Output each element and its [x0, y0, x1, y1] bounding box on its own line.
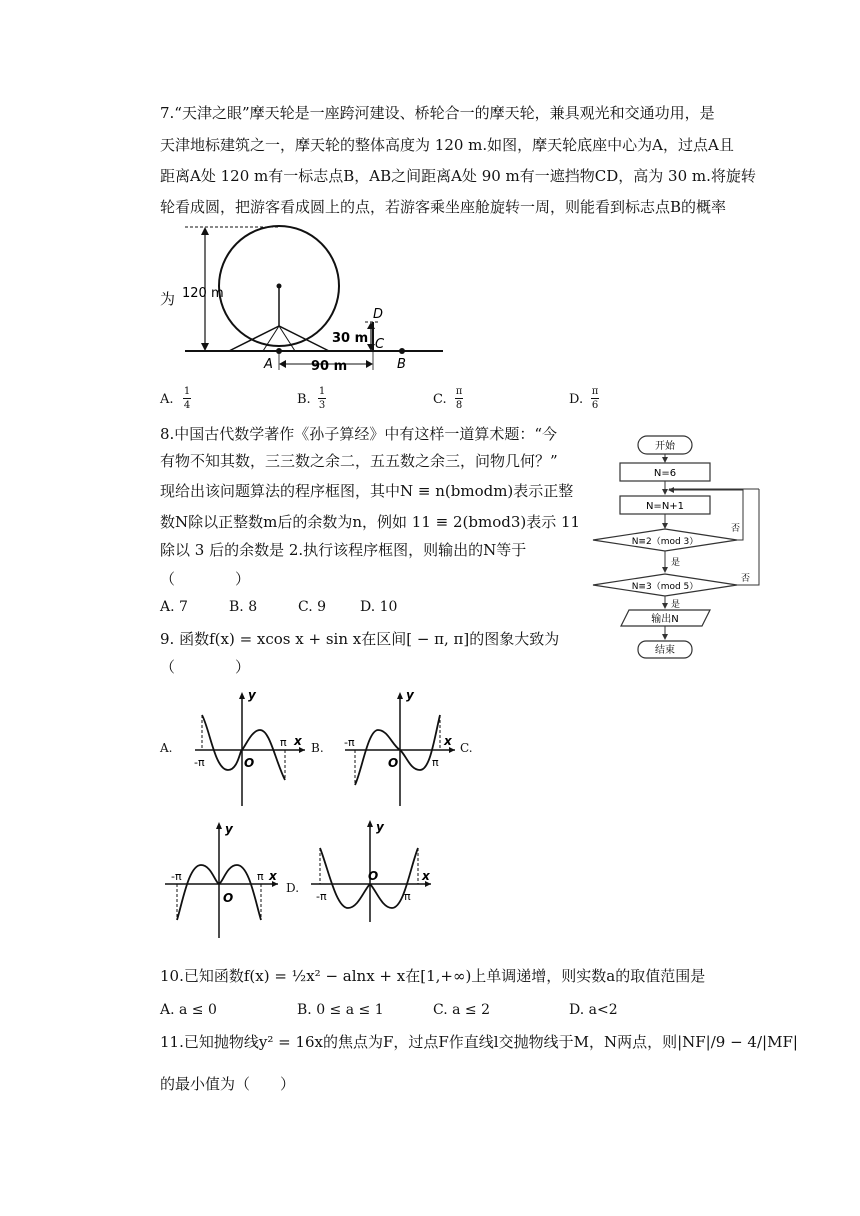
obstacle-label: 30 m [332, 331, 369, 346]
q7-option-a-frac: 1 4 [183, 386, 191, 411]
flowchart [583, 430, 773, 662]
ferris-wheel-figure [175, 222, 445, 372]
q7-line-1: 7.“天津之眼”摩天轮是一座跨河建设、桥轮合一的摩天轮，兼具观光和交通功用，是 [160, 104, 715, 122]
q9-line-1: 9. 函数f(x) = xcos x + sin x在区间[ − π, π]的图象大致为 [160, 630, 560, 648]
q7-option-c-letter[interactable]: C. [433, 392, 447, 407]
q7-option-c-frac: π 8 [455, 386, 463, 411]
q9-graph-b [330, 690, 460, 808]
start-label: 开始 [655, 441, 675, 452]
point-a-dot [276, 348, 282, 354]
q7-option-d-frac: π 6 [591, 386, 599, 411]
svg-text:-π: -π [171, 870, 182, 883]
loop-2 [737, 489, 759, 585]
svg-text:x: x [444, 734, 452, 748]
svg-text:O: O [388, 756, 399, 770]
q10-option-d[interactable]: D. a<2 [569, 1002, 618, 1018]
q7-option-a-letter[interactable]: A. [160, 392, 174, 407]
q8-line-3: 现给出该问题算法的程序框图，其中N ≡ n(bmodm)表示正整 [160, 482, 574, 500]
q9-graph-c [163, 820, 283, 940]
svg-text:y: y [225, 822, 233, 836]
height-label: 120 m [182, 286, 224, 301]
svg-text:-π: -π [316, 890, 327, 903]
q9-option-b-label[interactable]: B. [311, 741, 324, 755]
svg-text:π: π [432, 756, 439, 769]
q9-option-d-label[interactable]: D. [286, 881, 300, 895]
q9-option-a-label[interactable]: A. [160, 741, 173, 755]
distance-label: 90 m [311, 359, 348, 372]
svg-text:y: y [376, 820, 384, 834]
point-d-label: D [373, 307, 384, 322]
wheel-base [229, 326, 329, 351]
step-label: N=N+1 [645, 501, 685, 512]
init-label: N=6 [653, 468, 677, 479]
svg-text:π: π [257, 870, 264, 883]
q8-option-c[interactable]: C. 9 [298, 599, 327, 615]
svg-text:-π: -π [344, 736, 355, 749]
q11-text-2: 的最小值为（ ） [160, 1075, 296, 1093]
point-b-label: B [397, 357, 406, 372]
output-label: 输出N [651, 614, 679, 625]
svg-text:O: O [368, 869, 379, 883]
q10-option-c[interactable]: C. a ≤ 2 [433, 1002, 490, 1018]
svg-text:π: π [404, 890, 411, 903]
cond2-label: N≡3（mod 5） [631, 582, 699, 592]
q10-text: 10.已知函数f(x) = ½x² − alnx + x在[1,+∞)上单调递增，则实数a的取值范围是 [160, 967, 706, 985]
q7-option-b-letter[interactable]: B. [297, 392, 311, 407]
q7-option-d-letter[interactable]: D. [569, 392, 584, 407]
svg-text:O: O [244, 756, 255, 770]
no-label-1: 否 [731, 524, 741, 534]
q8-option-a[interactable]: A. 7 [160, 599, 188, 615]
q8-line-2: 有物不知其数，三三数之余二，五五数之余三，问物几何？” [160, 452, 558, 470]
q8-line-4: 数N除以正整数m后的余数为n，例如 11 ≡ 2(bmod3)表示 11 [160, 513, 581, 531]
svg-text:x: x [294, 734, 302, 748]
q8-line-6: （ ） [160, 570, 251, 588]
q7-option-b-frac: 1 3 [318, 386, 326, 411]
yes-label-2: 是 [671, 600, 681, 610]
q7-line-3: 距离A处 120 m有一标志点B，AB之间距离A处 90 m有一遮挡物CD，高为 30 m.将旋转 [160, 167, 756, 185]
cond1-label: N≡2（mod 3） [631, 537, 699, 547]
q9-line-2: （ ） [160, 658, 251, 676]
q9-option-c-label[interactable]: C. [460, 741, 473, 755]
no-label-2: 否 [741, 574, 751, 584]
point-a-label: A [264, 357, 273, 372]
point-b-dot [399, 348, 405, 354]
q10-option-a[interactable]: A. a ≤ 0 [160, 1002, 217, 1018]
q7-lead: 为 [160, 290, 176, 308]
yes-label-1: 是 [671, 558, 681, 568]
q8-line-1: 8.中国古代数学著作《孙子算经》中有这样一道算术题：“今 [160, 425, 557, 443]
q9-graph-a [180, 690, 310, 808]
svg-text:y: y [248, 690, 256, 702]
point-c-label: C [375, 337, 385, 352]
q8-option-d[interactable]: D. 10 [360, 599, 398, 615]
svg-text:-π: -π [194, 756, 205, 769]
q9-graph-d [306, 818, 436, 923]
svg-text:x: x [422, 869, 430, 883]
svg-text:π: π [280, 736, 287, 749]
end-label: 结束 [655, 645, 675, 656]
q11-text: 11.已知抛物线y² = 16x的焦点为F，过点F作直线l交抛物线于M，N两点，则|NF|/9 − 4/|MF| [160, 1033, 798, 1051]
svg-text:x: x [269, 869, 277, 883]
q8-line-5: 除以 3 后的余数是 2.执行该程序框图，则输出的N等于 [160, 541, 527, 559]
q7-line-4: 轮看成圆，把游客看成圆上的点，若游客乘坐座舱旋转一周，则能看到标志点B的概率 [160, 198, 727, 216]
svg-text:O: O [223, 891, 234, 905]
q8-option-b[interactable]: B. 8 [229, 599, 258, 615]
q7-line-2: 天津地标建筑之一，摩天轮的整体高度为 120 m.如图，摩天轮底座中心为A，过点A且 [160, 136, 734, 154]
svg-text:y: y [406, 690, 414, 702]
q10-option-b[interactable]: B. 0 ≤ a ≤ 1 [297, 1002, 384, 1018]
